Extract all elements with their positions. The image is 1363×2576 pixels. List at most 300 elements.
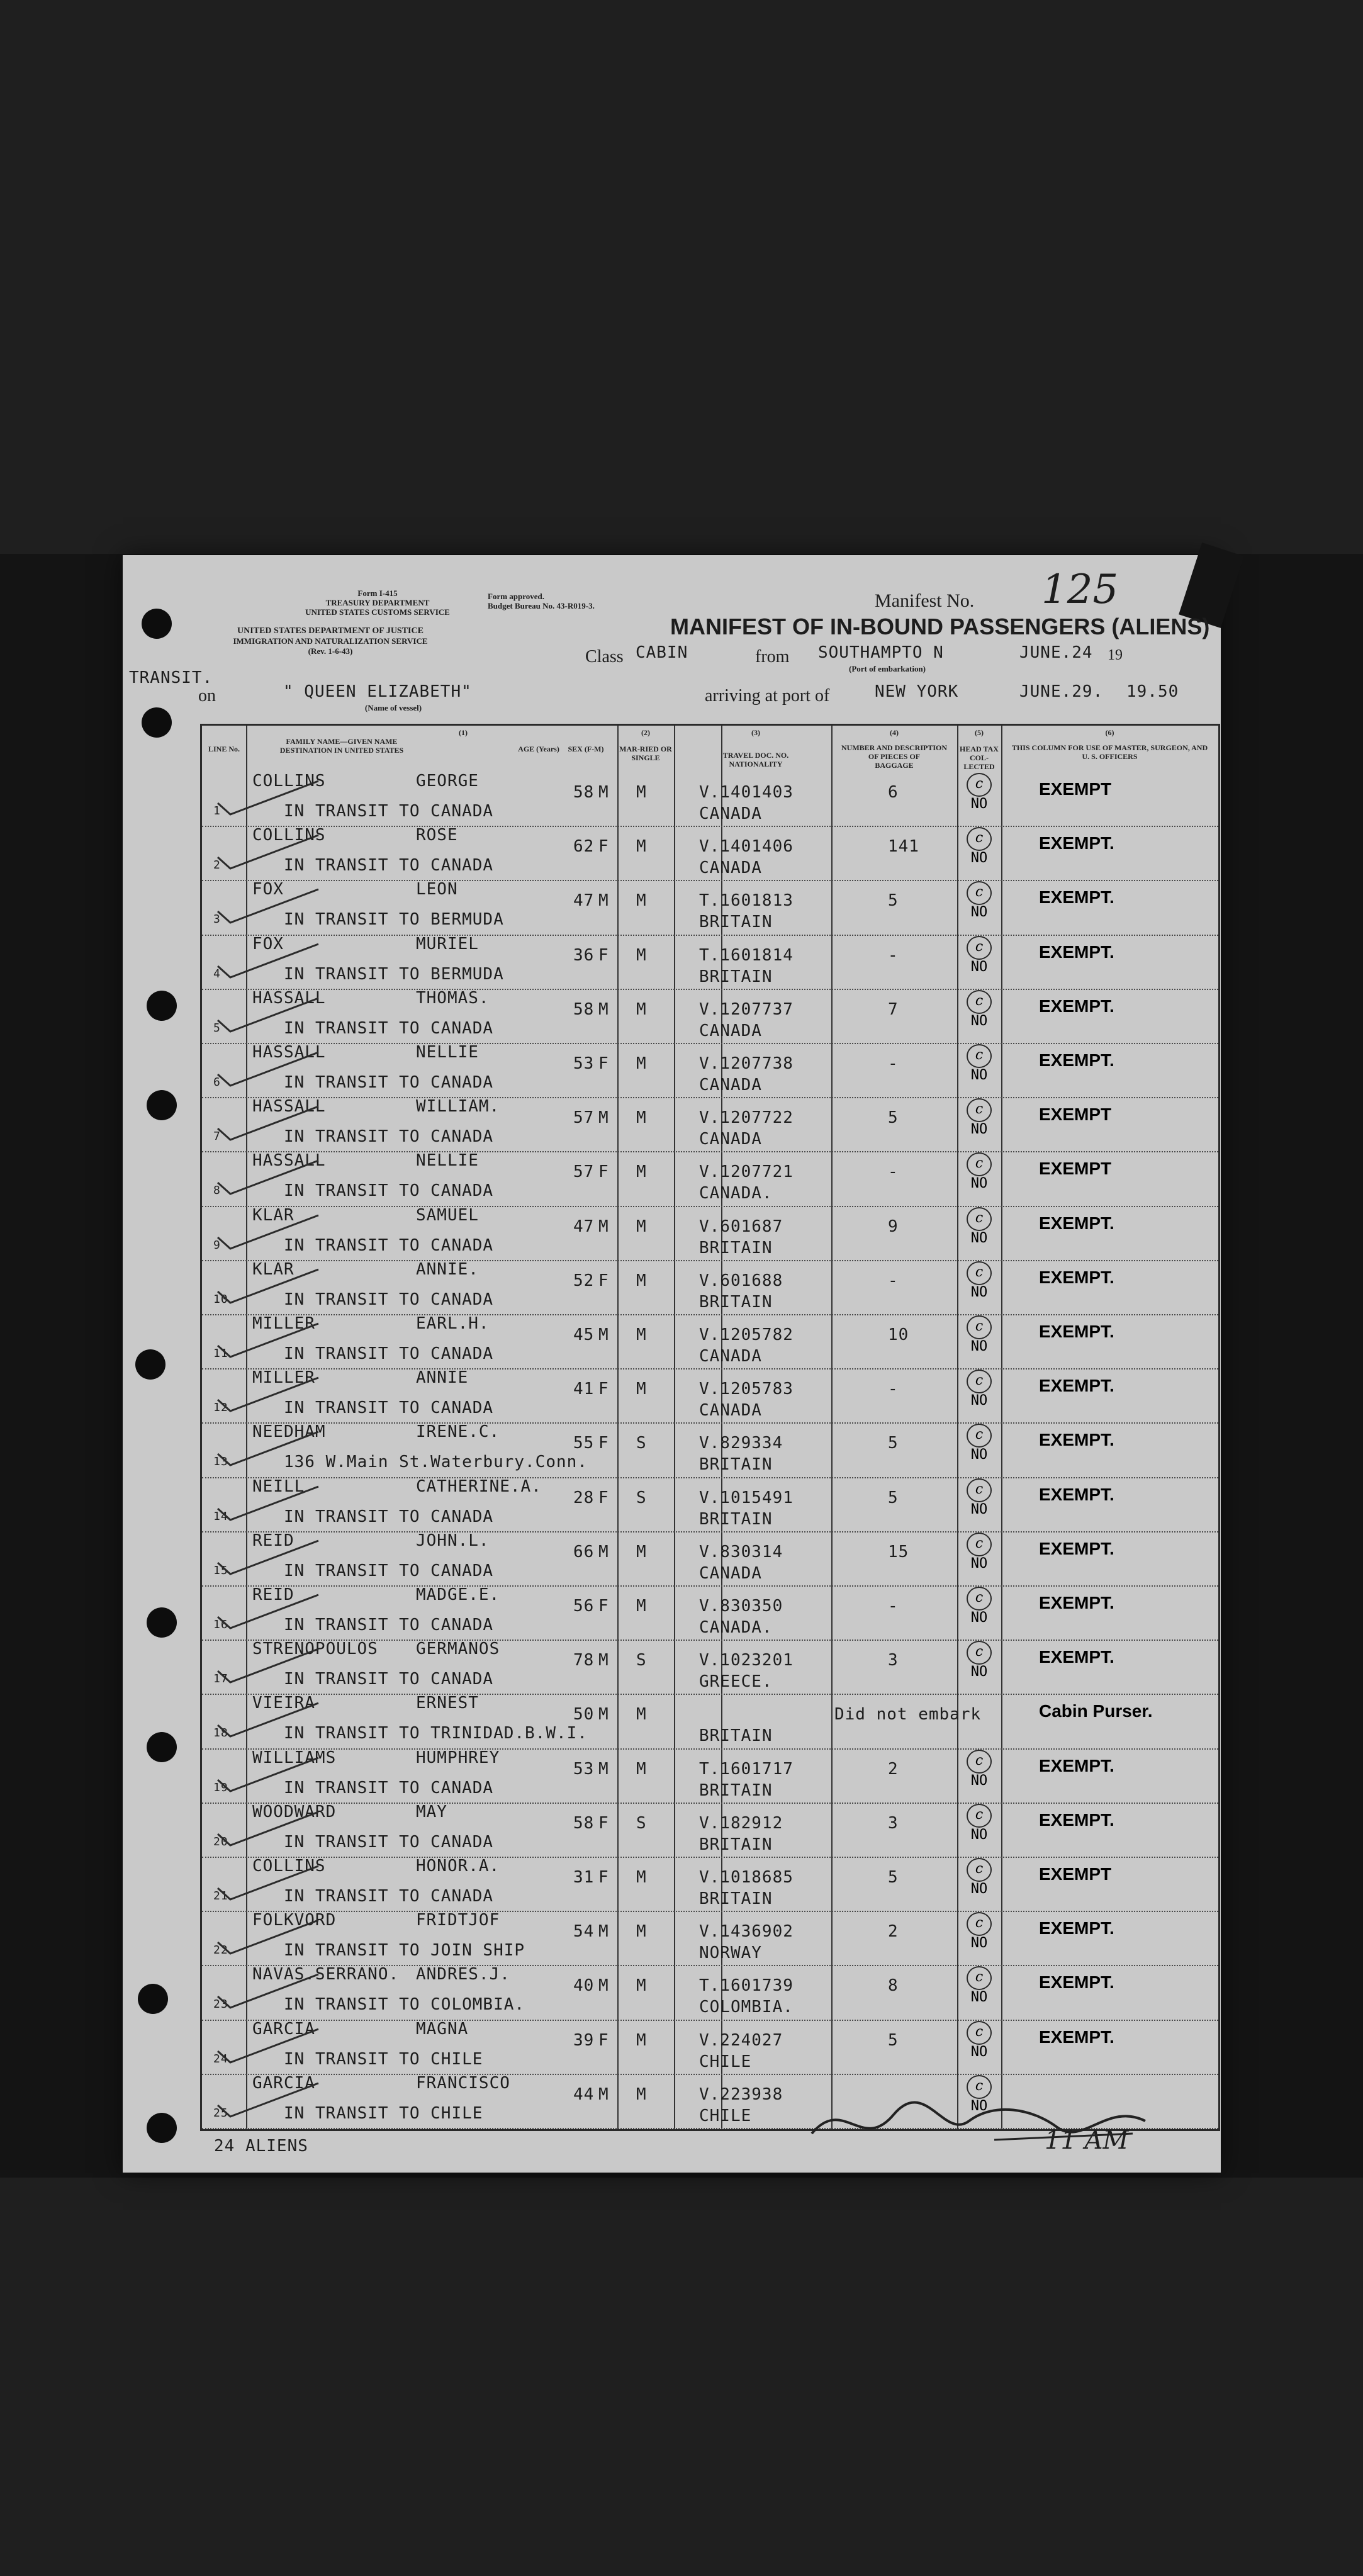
table-row — [202, 1260, 1218, 1315]
sex: F — [598, 1813, 609, 1833]
circled-c-icon: c — [967, 1587, 992, 1611]
age: 58 — [573, 999, 595, 1019]
officer-remark: EXEMPT. — [1039, 1376, 1114, 1396]
column-header-officers: THIS COLUMN FOR USE OF MASTER, SURGEON, AND U. S. OFFICERS — [1011, 743, 1208, 761]
sex: M — [598, 1759, 609, 1779]
family-name: REID — [252, 1531, 294, 1550]
destination: IN TRANSIT TO CANADA — [284, 856, 494, 875]
age: 53 — [573, 1759, 595, 1779]
head-tax-stamp — [957, 1966, 1001, 2005]
sex: M — [598, 1976, 609, 1996]
nationality: CANADA. — [699, 1184, 773, 1203]
table-row — [202, 772, 1218, 826]
given-name: MAY — [416, 1802, 447, 1821]
given-name: CATHERINE.A. — [416, 1476, 542, 1496]
circled-c-icon: c — [967, 1370, 992, 1393]
column-header-married: MAR-RIED OR SINGLE — [619, 745, 672, 762]
officer-remark: EXEMPT. — [1039, 1267, 1114, 1287]
age: 54 — [573, 1922, 595, 1942]
column-header-name: FAMILY NAME—GIVEN NAME DESTINATION IN UNITED STATES — [279, 737, 404, 755]
given-name: ROSE — [416, 826, 458, 845]
age: 66 — [573, 1542, 595, 1561]
line-number: 19 — [213, 1780, 228, 1794]
check-mark-icon — [215, 1320, 322, 1358]
table-row — [202, 1422, 1218, 1477]
line-number: 9 — [213, 1238, 221, 1252]
head-tax-value: NO — [970, 959, 988, 975]
sex: F — [598, 1162, 609, 1182]
baggage-count: 5 — [888, 891, 899, 911]
head-tax-stamp — [957, 2021, 1001, 2060]
family-name: HASSALL — [252, 1043, 326, 1062]
nationality: CANADA — [699, 1021, 762, 1040]
family-name: WILLIAMS — [252, 1748, 337, 1767]
age: 44 — [573, 2084, 595, 2104]
table-row — [202, 1965, 1218, 2020]
sex: F — [598, 1488, 609, 1507]
sex: M — [598, 1922, 609, 1942]
age: 62 — [573, 837, 595, 857]
age: 39 — [573, 2030, 595, 2050]
destination: IN TRANSIT TO BERMUDA — [284, 910, 504, 930]
table-row — [202, 1803, 1218, 1857]
given-name: FRIDTJOF — [416, 1911, 500, 1930]
form-number: Form I-415 — [357, 588, 398, 598]
marital-status: S — [636, 1651, 647, 1670]
table-row — [202, 1151, 1218, 1206]
travel-doc-number: V.829334 — [699, 1434, 783, 1453]
given-name: THOMAS. — [416, 988, 490, 1008]
destination: IN TRANSIT TO CHILE — [284, 2049, 483, 2069]
head-tax-value: NO — [970, 904, 988, 921]
given-name: IRENE.C. — [416, 1422, 500, 1442]
column-header-line: LINE No. — [208, 745, 240, 753]
given-name: NELLIE — [416, 1043, 479, 1062]
treasury-department: TREASURY DEPARTMENT — [325, 598, 430, 607]
line-number: 1 — [213, 804, 221, 818]
circled-c-icon: c — [967, 1912, 992, 1936]
line-number: 8 — [213, 1184, 221, 1198]
line-number: 18 — [213, 1726, 228, 1740]
baggage-count: 141 — [888, 837, 919, 857]
age: 47 — [573, 891, 595, 911]
marital-status: M — [636, 999, 647, 1019]
given-name: HONOR.A. — [416, 1857, 500, 1876]
nationality: BRITAIN — [699, 1726, 773, 1746]
age: 58 — [573, 783, 595, 802]
nationality: CANADA. — [699, 1618, 773, 1637]
port-embarkation-caption: (Port of embarkation) — [848, 664, 926, 673]
column-number-4: (4) — [890, 728, 899, 737]
marital-status: M — [636, 1162, 647, 1182]
head-tax-value: NO — [970, 2098, 988, 2114]
check-mark-icon — [215, 1646, 322, 1684]
age: 78 — [573, 1651, 595, 1670]
nationality: BRITAIN — [699, 1835, 773, 1854]
family-name: HASSALL — [252, 1097, 326, 1116]
check-mark-icon — [215, 941, 322, 979]
destination: IN TRANSIT TO CANADA — [284, 1561, 494, 1580]
table-row — [202, 1748, 1218, 1803]
officer-remark: EXEMPT. — [1039, 1647, 1114, 1667]
punch-hole — [142, 609, 172, 639]
travel-doc-number: T.1601717 — [699, 1759, 794, 1779]
given-name: JOHN.L. — [416, 1531, 490, 1550]
nationality: GREECE. — [699, 1672, 773, 1692]
nationality: BRITAIN — [699, 1889, 773, 1908]
column-header-age: AGE (Years) — [518, 745, 559, 753]
nationality: CHILE — [699, 2106, 752, 2125]
destination: IN TRANSIT TO TRINIDAD.B.W.I. — [284, 1724, 588, 1743]
customs-service: UNITED STATES CUSTOMS SERVICE — [305, 607, 450, 617]
destination: IN TRANSIT TO CANADA — [284, 1127, 494, 1147]
head-tax-stamp — [957, 1641, 1001, 1680]
marital-status: M — [636, 1108, 647, 1128]
officer-remark: EXEMPT. — [1039, 1213, 1114, 1233]
line-number: 16 — [213, 1618, 228, 1631]
line-number: 5 — [213, 1021, 221, 1035]
given-name: LEON — [416, 880, 458, 899]
officer-remark: EXEMPT. — [1039, 1538, 1114, 1558]
travel-doc-number: V.1207738 — [699, 1054, 794, 1073]
column-header-baggage: NUMBER AND DESCRIPTION OF PIECES OF BAGGAGE — [841, 743, 948, 770]
sex: M — [598, 1217, 609, 1236]
nationality: BRITAIN — [699, 1455, 773, 1475]
check-mark-icon — [215, 1809, 322, 1847]
officer-remark: EXEMPT. — [1039, 996, 1114, 1016]
baggage-count: - — [888, 1162, 899, 1182]
circled-c-icon: c — [967, 1750, 992, 1774]
head-tax-stamp — [957, 1261, 1001, 1300]
officer-remark: EXEMPT. — [1039, 1430, 1114, 1450]
punch-hole — [147, 1090, 177, 1120]
officer-remark: EXEMPT. — [1039, 1809, 1114, 1830]
check-mark-icon — [215, 2080, 322, 2118]
nationality: CANADA — [699, 1076, 762, 1094]
officer-remark: EXEMPT. — [1039, 833, 1114, 853]
table-row — [202, 2020, 1218, 2074]
family-name: NEILL — [252, 1476, 305, 1496]
column-number-2: (2) — [641, 728, 650, 737]
head-tax-stamp — [957, 1098, 1001, 1137]
given-name: ANDRES.J. — [416, 1965, 510, 1984]
marital-status: S — [636, 1813, 647, 1833]
line-number: 13 — [213, 1455, 228, 1469]
vessel-caption: (Name of vessel) — [364, 703, 422, 712]
head-tax-stamp — [957, 1587, 1001, 1626]
from-label: from — [755, 647, 790, 666]
line-number: 4 — [213, 967, 221, 981]
table-row — [202, 1857, 1218, 1911]
column-number-1: (1) — [459, 728, 468, 737]
nationality: NORWAY — [699, 1943, 762, 1963]
check-mark-icon — [215, 1266, 322, 1304]
arrival-date: JUNE.29. — [1019, 682, 1104, 701]
check-mark-icon — [215, 1863, 322, 1901]
line-number: 24 — [213, 2052, 228, 2066]
line-number: 15 — [213, 1563, 228, 1577]
baggage-count: Did not embark — [834, 1705, 982, 1724]
family-name: COLLINS — [252, 826, 326, 845]
head-tax-stamp — [957, 881, 1001, 920]
baggage-count: - — [888, 1054, 899, 1073]
punch-hole — [147, 1607, 177, 1638]
baggage-count: - — [888, 1380, 899, 1399]
given-name: FRANCISCO — [416, 2073, 510, 2093]
destination: IN TRANSIT TO CANADA — [284, 1235, 494, 1255]
punch-hole — [135, 1349, 165, 1380]
head-tax-stamp — [957, 1207, 1001, 1246]
column-number-5: (5) — [975, 728, 984, 737]
destination: IN TRANSIT TO CANADA — [284, 1073, 494, 1092]
sex: M — [598, 1542, 609, 1561]
marital-status: M — [636, 1380, 647, 1399]
baggage-count: 3 — [888, 1651, 899, 1670]
marital-status: M — [636, 2084, 647, 2104]
marital-status: M — [636, 2030, 647, 2050]
marital-status: M — [636, 891, 647, 911]
circled-c-icon: c — [967, 1152, 992, 1176]
nationality: CANADA — [699, 1130, 762, 1149]
baggage-count: 6 — [888, 783, 899, 802]
check-mark-icon — [213, 1157, 322, 1198]
travel-doc-number: V.1018685 — [699, 1868, 794, 1887]
age: 28 — [573, 1488, 595, 1507]
table-row — [202, 1477, 1218, 1532]
check-mark-icon — [215, 1592, 322, 1629]
punch-hole — [138, 1984, 168, 2014]
officer-remark: EXEMPT — [1039, 1864, 1112, 1884]
nationality: CANADA — [699, 1401, 762, 1420]
officer-remark: EXEMPT — [1039, 1105, 1112, 1125]
head-tax-value: NO — [970, 1284, 988, 1300]
age: 36 — [573, 945, 595, 965]
sex: M — [598, 2084, 609, 2104]
port-of-arrival: NEW YORK — [875, 682, 959, 701]
family-name: MILLER — [252, 1314, 315, 1333]
marital-status: M — [636, 1217, 647, 1236]
marital-status: M — [636, 1922, 647, 1942]
head-tax-value: NO — [970, 1067, 988, 1083]
total-aliens: 24 ALIENS — [214, 2137, 308, 2156]
column-header-travel-doc: TRAVEL DOC. NO. NATIONALITY — [722, 751, 789, 768]
circled-c-icon: c — [967, 1966, 992, 1990]
baggage-count: 7 — [888, 999, 899, 1019]
manifest-table — [200, 724, 1220, 2131]
head-tax-value: NO — [970, 1501, 988, 1517]
marital-status: S — [636, 1488, 647, 1507]
sex: M — [598, 999, 609, 1019]
time-stamp: 11 AM — [1045, 2126, 1129, 2155]
circled-c-icon: c — [967, 773, 992, 797]
punch-hole — [147, 991, 177, 1021]
sex: M — [598, 891, 609, 911]
nationality: CANADA — [699, 1563, 762, 1583]
circled-c-icon: c — [967, 2021, 992, 2045]
column-number-3: (3) — [751, 728, 760, 737]
baggage-count: 9 — [888, 1217, 899, 1236]
line-number: 2 — [213, 858, 221, 872]
family-name: FOLKVORD — [252, 1911, 337, 1930]
head-tax-value: NO — [970, 1772, 988, 1789]
inspector-signature — [805, 2083, 1158, 2165]
marital-status: M — [636, 945, 647, 965]
head-tax-value: NO — [970, 850, 988, 867]
sex: M — [598, 1325, 609, 1344]
sex: M — [598, 1108, 609, 1128]
officer-remark: EXEMPT. — [1039, 1972, 1114, 1993]
head-tax-stamp — [957, 1750, 1001, 1789]
circled-c-icon: c — [967, 1804, 992, 1828]
nationality: BRITAIN — [699, 1780, 773, 1800]
embarkation-year: 19 — [1108, 647, 1123, 663]
destination: IN TRANSIT TO COLOMBIA. — [284, 1995, 525, 2015]
head-tax-value: NO — [970, 1555, 988, 1572]
vessel-name: " QUEEN ELIZABETH" — [283, 682, 472, 701]
family-name: KLAR — [252, 1205, 294, 1225]
sex: F — [598, 1597, 609, 1616]
check-mark-icon — [215, 1538, 322, 1575]
age: 55 — [573, 1434, 595, 1453]
check-mark-icon — [213, 1103, 322, 1144]
nationality: CANADA — [699, 858, 762, 878]
head-tax-stamp — [957, 1152, 1001, 1191]
age: 53 — [573, 1054, 595, 1073]
class-value: CABIN — [636, 643, 688, 662]
circled-c-icon: c — [967, 1424, 992, 1448]
table-row — [202, 935, 1218, 989]
baggage-count: 3 — [888, 1813, 899, 1833]
marital-status: M — [636, 1759, 647, 1779]
check-mark-icon — [215, 2026, 322, 2064]
family-name: HASSALL — [252, 988, 326, 1008]
destination: IN TRANSIT TO CANADA — [284, 1507, 494, 1526]
travel-doc-number: V.223938 — [699, 2084, 783, 2104]
travel-doc-number: V.1205783 — [699, 1380, 794, 1399]
given-name: EARL.H. — [416, 1314, 490, 1333]
age: 47 — [573, 1217, 595, 1236]
line-number: 12 — [213, 1401, 228, 1415]
line-number: 22 — [213, 1943, 228, 1957]
travel-doc-number: V.1207722 — [699, 1108, 794, 1128]
baggage-count: - — [888, 1597, 899, 1616]
head-tax-stamp — [957, 936, 1001, 975]
nationality: COLOMBIA. — [699, 1998, 794, 2017]
travel-doc-number: V.601687 — [699, 1217, 783, 1236]
head-tax-stamp — [957, 1424, 1001, 1463]
travel-doc-number: V.1401403 — [699, 783, 794, 802]
head-tax-stamp — [957, 990, 1001, 1029]
destination: IN TRANSIT TO JOIN SHIP — [284, 1941, 525, 1960]
sex: M — [598, 1651, 609, 1670]
travel-doc-number: V.1401406 — [699, 837, 794, 857]
officer-remark: EXEMPT. — [1039, 887, 1114, 908]
punch-hole — [142, 707, 172, 738]
head-tax-stamp — [957, 1858, 1001, 1897]
form-approved: Form approved. — [488, 592, 545, 601]
destination: IN TRANSIT TO CANADA — [284, 1344, 494, 1363]
head-tax-value: NO — [970, 2044, 988, 2060]
age: 58 — [573, 1813, 595, 1833]
on-label: on — [198, 686, 216, 706]
family-name: COLLINS — [252, 772, 326, 790]
travel-doc-number: V.1205782 — [699, 1325, 794, 1344]
marital-status: M — [636, 1597, 647, 1616]
nationality: BRITAIN — [699, 1292, 773, 1312]
travel-doc-number: V.1023201 — [699, 1651, 794, 1670]
head-tax-stamp — [957, 1912, 1001, 1951]
destination: IN TRANSIT TO CANADA — [284, 1181, 494, 1201]
check-mark-icon — [213, 1429, 322, 1469]
check-mark-icon — [215, 1700, 322, 1738]
circled-c-icon: c — [967, 1478, 992, 1502]
table-row — [202, 1585, 1218, 1640]
destination: IN TRANSIT TO CANADA — [284, 802, 494, 821]
travel-doc-number: T.1601739 — [699, 1976, 794, 1996]
family-name: NAVAS.SERRANO. — [252, 1965, 400, 1984]
column-header-head-tax: HEAD TAX COL-LECTED — [960, 745, 999, 771]
travel-doc-number: V.1436902 — [699, 1922, 794, 1942]
family-name: REID — [252, 1585, 294, 1604]
given-name: MADGE.E. — [416, 1585, 500, 1604]
circled-c-icon: c — [967, 1044, 992, 1068]
destination: IN TRANSIT TO CANADA — [284, 1887, 494, 1906]
officer-remark: EXEMPT. — [1039, 1050, 1114, 1070]
officer-remark: EXEMPT — [1039, 779, 1112, 799]
manifest-number: 125 — [1041, 566, 1119, 613]
circled-c-icon: c — [967, 1858, 992, 1882]
punch-hole — [147, 2113, 177, 2143]
head-tax-value: NO — [970, 1447, 988, 1463]
head-tax-value: NO — [970, 1176, 988, 1192]
check-mark-icon — [215, 995, 322, 1033]
baggage-count: 5 — [888, 1488, 899, 1507]
sex: F — [598, 1271, 609, 1290]
head-tax-stamp — [957, 1804, 1001, 1843]
table-row — [202, 1640, 1218, 1694]
marital-status: M — [636, 1705, 647, 1724]
family-name: COLLINS — [252, 1857, 326, 1876]
travel-doc-number: T.1601813 — [699, 891, 794, 911]
sex: M — [598, 783, 609, 802]
manifest-number-label: Manifest No. — [875, 590, 975, 611]
marital-status: M — [636, 1271, 647, 1290]
check-mark-icon — [215, 1971, 322, 2009]
sex: F — [598, 1054, 609, 1073]
arrival-year: 19.50 — [1126, 682, 1179, 701]
travel-doc-number: V.830350 — [699, 1597, 783, 1616]
family-name: FOX — [252, 880, 284, 899]
head-tax-value: NO — [970, 1393, 988, 1409]
travel-doc-number: V.1207737 — [699, 999, 794, 1019]
head-tax-value: NO — [970, 1935, 988, 1952]
marital-status: S — [636, 1434, 647, 1453]
baggage-count: - — [888, 945, 899, 965]
baggage-count: 5 — [888, 1108, 899, 1128]
officer-remark: EXEMPT. — [1039, 2027, 1114, 2047]
sex: M — [598, 1705, 609, 1724]
age: 56 — [573, 1597, 595, 1616]
officer-remark: EXEMPT. — [1039, 1484, 1114, 1504]
circled-c-icon: c — [967, 1315, 992, 1339]
baggage-count: 8 — [888, 1976, 899, 1996]
check-mark-icon — [215, 1483, 322, 1521]
family-name: GARCIA — [252, 2019, 315, 2039]
circled-c-icon: c — [967, 1641, 992, 1665]
arriving-label: arriving at port of — [705, 686, 830, 706]
line-number: 25 — [213, 2106, 228, 2120]
head-tax-stamp — [957, 1044, 1001, 1083]
